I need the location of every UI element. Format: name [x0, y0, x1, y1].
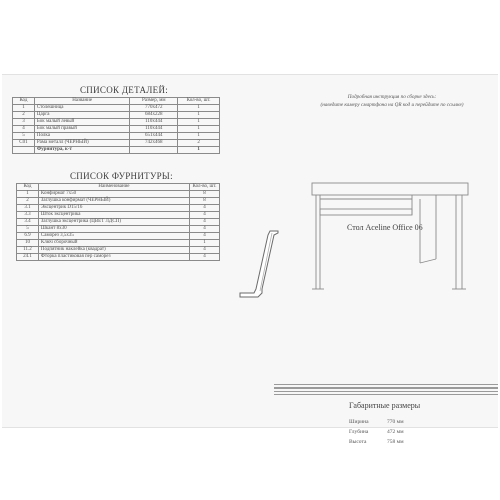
cell: 4	[190, 254, 220, 261]
table-row	[17, 233, 220, 240]
cell: 684х228	[130, 112, 178, 119]
cell: 8	[190, 191, 220, 198]
parts-col-name: Название	[34, 98, 130, 105]
parts-col-qty: Кол-во, шт.	[178, 98, 220, 105]
cell: 4	[190, 247, 220, 254]
cell: 4	[190, 226, 220, 233]
dimension-value: 770 мм	[387, 419, 404, 425]
table-row	[13, 147, 220, 154]
cell: 10	[17, 240, 39, 247]
table-row	[13, 112, 220, 119]
parts-list-title: СПИСОК ДЕТАЛЕЙ:	[80, 85, 169, 95]
table-row	[17, 212, 220, 219]
cell: 1	[178, 126, 220, 133]
cell: 1	[178, 133, 220, 140]
cell: Столешница	[34, 105, 130, 112]
desk-drawing-icon	[302, 179, 482, 299]
cell: 651х444	[130, 133, 178, 140]
table-row	[17, 198, 220, 205]
allen-key-icon	[232, 227, 292, 307]
cell: 1	[13, 105, 35, 112]
cell: Царга	[34, 112, 130, 119]
cell: 110х444	[130, 119, 178, 126]
cell: С01	[13, 140, 35, 147]
cell: Рама металл (ЧЕРНЫЙ)	[34, 140, 130, 147]
table-row	[17, 240, 220, 247]
cell: 742х468	[130, 140, 178, 147]
dimension-value: 472 мм	[387, 429, 404, 435]
cell: 5	[13, 133, 35, 140]
dimension-width	[349, 419, 404, 425]
dimension-label: Глубина	[349, 429, 369, 435]
cell: 6.9	[17, 233, 39, 240]
dimension-height	[349, 439, 404, 445]
cell: Фурнитура, к-т	[34, 147, 130, 154]
cell: Полка	[34, 133, 130, 140]
table-row	[17, 247, 220, 254]
cell: 3.4	[17, 219, 39, 226]
cell: 1	[190, 240, 220, 247]
hardware-table-header	[17, 184, 220, 191]
cell: 11.2	[17, 247, 39, 254]
hardware-col-qty: Кол-во, шт.	[190, 184, 220, 191]
cell: 4	[190, 212, 220, 219]
table-row	[17, 254, 220, 261]
hardware-col-name: Наименование	[38, 184, 189, 191]
cell: 1	[178, 105, 220, 112]
cell: Шкант 8х30	[38, 226, 189, 233]
dimensions-title: Габаритные размеры	[349, 401, 421, 410]
cell: 4	[190, 233, 220, 240]
table-row	[13, 126, 220, 133]
cell: 1	[178, 112, 220, 119]
dimension-depth	[349, 429, 404, 435]
cell: 110х444	[130, 126, 178, 133]
parts-col-size: Размер, мм	[130, 98, 178, 105]
cell	[130, 147, 178, 154]
cell: Заглушка эксцентрика (ЦВЕТ ЛДСП)	[38, 219, 189, 226]
cell: 3.1	[17, 205, 39, 212]
cell: 1	[178, 119, 220, 126]
cell: 4	[190, 205, 220, 212]
cell: 2	[17, 198, 39, 205]
model-title: Стол Aceline Office 06	[347, 223, 423, 232]
hardware-col-code: Код	[17, 184, 39, 191]
cell: 2	[13, 112, 35, 119]
brand-stripes	[274, 384, 498, 400]
dimension-label: Высота	[349, 439, 367, 445]
cell: Саморез 3,5х35	[38, 233, 189, 240]
cell: 2	[178, 140, 220, 147]
table-row	[17, 226, 220, 233]
parts-table	[12, 97, 220, 154]
table-row	[13, 105, 220, 112]
cell: 3	[13, 119, 35, 126]
cell: 770х472	[130, 105, 178, 112]
table-row	[13, 140, 220, 147]
cell: Бок малый левый	[34, 119, 130, 126]
instructions-line-2: (наведите камеру смартфона на QR код и перейдите по ссылке)	[320, 102, 464, 108]
table-row	[17, 219, 220, 226]
cell: Шток эксцентрика	[38, 212, 189, 219]
table-row	[17, 191, 220, 198]
cell: 8	[190, 198, 220, 205]
parts-col-code: Код	[13, 98, 35, 105]
cell: 5	[17, 226, 39, 233]
cell: Заглушка конфирмат (ЧЕРНЫЙ)	[38, 198, 189, 205]
cell: 4	[13, 126, 35, 133]
table-row	[13, 119, 220, 126]
dimension-value: 758 мм	[387, 439, 404, 445]
cell: Конфирмат 7х50	[38, 191, 189, 198]
cell: 24.1	[17, 254, 39, 261]
cell: Подпятник наклейка (квадрат)	[38, 247, 189, 254]
hardware-list-title: СПИСОК ФУРНИТУРЫ:	[70, 171, 173, 181]
cell: Бок малый правый	[34, 126, 130, 133]
cell: Ключ сборочный	[38, 240, 189, 247]
table-row	[13, 133, 220, 140]
cell: Фторка пластиковая пер саморез	[38, 254, 189, 261]
cell: 1	[17, 191, 39, 198]
hardware-table	[16, 183, 220, 261]
cell: 1	[178, 147, 220, 154]
cell	[13, 147, 35, 154]
parts-table-header	[13, 98, 220, 105]
cell: Эксцентрик D15/16	[38, 205, 189, 212]
cell: 4	[190, 219, 220, 226]
table-row	[17, 205, 220, 212]
instruction-sheet	[2, 74, 498, 445]
instructions-line-1: Подробная инструкция по сборке здесь:	[347, 94, 437, 100]
dimension-label: Ширина	[349, 419, 369, 425]
cell: 3.3	[17, 212, 39, 219]
